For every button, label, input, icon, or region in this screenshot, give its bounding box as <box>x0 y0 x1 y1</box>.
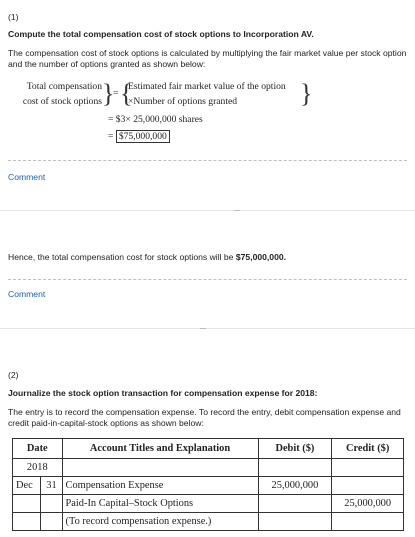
formula-step-3 <box>108 131 170 142</box>
part-1-heading: Compute the total compensation cost of stock options to Incorporation AV. <box>8 29 314 39</box>
table-row <box>13 477 404 495</box>
comment-link-2[interactable]: Comment <box>8 289 46 299</box>
journal-entry-table <box>12 438 404 531</box>
table-row <box>13 513 404 531</box>
month-cell <box>13 513 41 531</box>
column-header-date: Date <box>13 439 63 459</box>
month-cell: Dec <box>13 477 41 495</box>
conclusion-value: $75,000,000. <box>235 252 287 262</box>
left-brace-icon: { <box>120 79 133 108</box>
part-2-intro: The entry is to record the compensation expense. To record the entry, debit compensation expense and credit paid-in-capital-stock options as shown below: <box>8 407 401 428</box>
table-row <box>13 495 404 513</box>
day-cell <box>41 495 62 513</box>
account-cell: (To record compensation expense.) <box>62 513 258 531</box>
account-cell <box>62 459 258 477</box>
debit-cell <box>258 513 332 531</box>
credit-cell <box>332 459 404 477</box>
right-brace-icon: } <box>300 79 313 108</box>
formula-lhs-line1: Total compensation <box>26 81 102 92</box>
divider-mark <box>200 328 206 329</box>
formula-equals: = <box>113 88 119 99</box>
formula-rhs-line2: ×Number of options granted <box>128 96 238 107</box>
formula-result: $75,000,000 <box>116 130 170 143</box>
day-cell <box>41 513 62 531</box>
part-2-number: (2) <box>8 370 19 380</box>
debit-cell <box>258 495 332 513</box>
table-header-row <box>13 439 404 459</box>
compensation-formula <box>10 79 313 150</box>
part-1-intro: The compensation cost of stock options is calculated by multiplying the fair market value per stock option and the number of options granted as shown below: <box>8 48 407 69</box>
part-1-number: (1) <box>8 12 19 22</box>
part-1-conclusion <box>8 252 407 263</box>
credit-cell <box>332 513 404 531</box>
account-cell: Compensation Expense <box>62 477 258 495</box>
year-cell: 2018 <box>13 459 63 477</box>
column-header-debit: Debit ($) <box>258 439 332 459</box>
column-header-account: Account Titles and Explanation <box>62 439 258 459</box>
account-cell: Paid-In Capital–Stock Options <box>62 495 258 513</box>
credit-cell <box>332 477 404 495</box>
section-divider <box>0 210 415 211</box>
divider-mark <box>234 210 240 211</box>
dashed-divider <box>8 160 407 161</box>
table-row <box>13 459 404 477</box>
formula-step-3-equals: = <box>108 131 114 142</box>
formula-lhs-line2: cost of stock options <box>22 96 102 107</box>
column-header-credit: Credit ($) <box>332 439 404 459</box>
section-divider <box>0 328 415 329</box>
right-brace-icon: } <box>102 79 115 108</box>
debit-cell: 25,000,000 <box>258 477 332 495</box>
formula-step-2: = $3× 25,000,000 shares <box>108 114 203 125</box>
credit-cell: 25,000,000 <box>332 495 404 513</box>
conclusion-text: Hence, the total compensation cost for stock options will be <box>8 252 236 262</box>
debit-cell <box>258 459 332 477</box>
part-2-heading: Journalize the stock option transaction for compensation expense for 2018: <box>8 388 318 398</box>
comment-link-1[interactable]: Comment <box>8 172 46 182</box>
dashed-divider <box>8 279 407 280</box>
month-cell <box>13 495 41 513</box>
formula-rhs-line1: Estimated fair market value of the option <box>128 81 286 92</box>
day-cell: 31 <box>41 477 62 495</box>
